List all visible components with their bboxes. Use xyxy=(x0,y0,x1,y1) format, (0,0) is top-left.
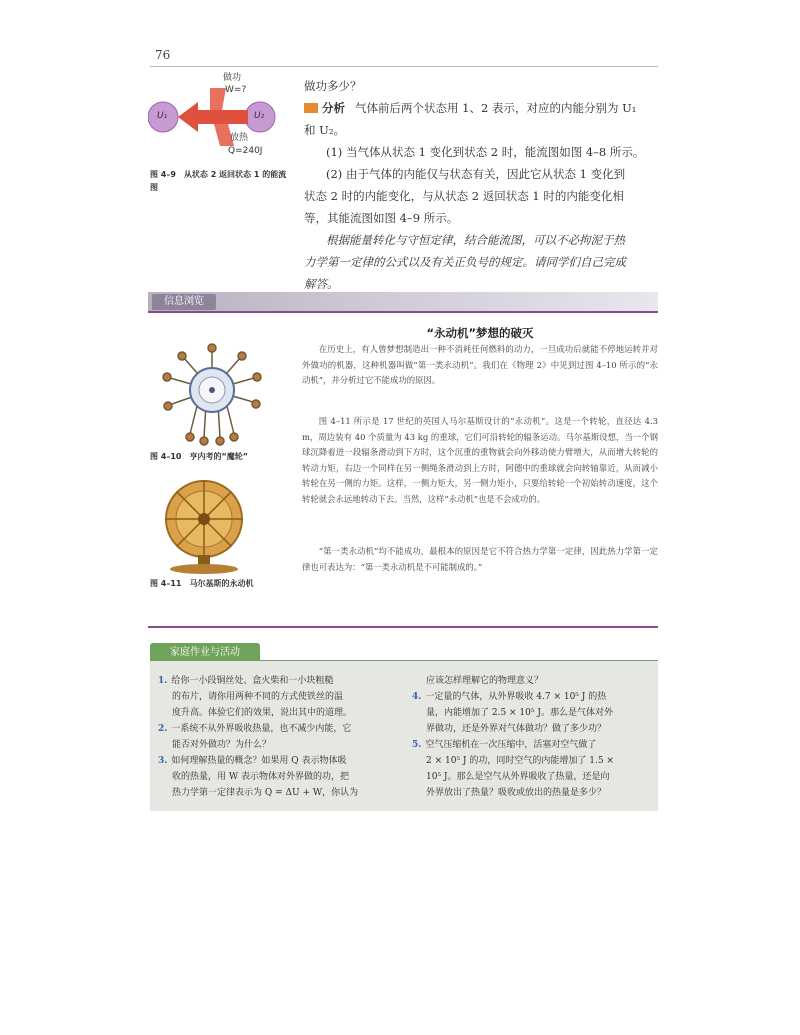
main-para-3b: 力学第一定律的公式以及有关正负号的规定。请同学们自己完成 xyxy=(304,255,626,269)
hw-item-2-num: 2. xyxy=(158,724,168,734)
info-bottom-rule xyxy=(148,626,658,628)
main-para-3a: 根据能量转化与守恒定律，结合能流图，可以不必拘泥于热 xyxy=(326,233,625,247)
main-para-2a: (2) 由于气体的内能仅与状态有关，因此它从状态 1 变化到 xyxy=(326,167,626,181)
analysis-tag-icon xyxy=(304,103,318,113)
hw-item-1-line-2: 的布片，请你用两种不同的方式使铁丝的温 xyxy=(172,692,344,702)
hw-item-3-line-1: 如何理解热量的概念？如果用 Q 表示物体吸 xyxy=(171,756,347,766)
hw-item-3-line-3: 热力学第一定律表示为 Q = ΔU + W，你认为 xyxy=(172,788,359,798)
main-para-3c: 解答。 xyxy=(304,277,339,291)
work-label: 做功 xyxy=(223,73,242,83)
story-title: “永动机”梦想的破灭 xyxy=(426,326,534,340)
analysis-label: 分析 xyxy=(322,101,345,115)
hw-item-1-line-3: 度升高。体验它们的效果，说出其中的道理。 xyxy=(172,708,353,718)
figure-4-9-caption: 图 4–9 从状态 2 返回状态 1 的能流图 xyxy=(150,170,287,192)
main-line-1: 做功多少？ xyxy=(304,79,362,93)
state-1-label: U₁ xyxy=(157,111,168,121)
marquis-wheel-illustration xyxy=(150,475,270,575)
energy-flow-diagram xyxy=(148,72,298,167)
main-para-2b: 状态 2 时的内能变化，与从状态 2 返回状态 1 时的内能变化相 xyxy=(304,189,624,203)
hw-item-5-line-4: 外界放出了热量？吸收或放出的热量是多少？ xyxy=(426,788,607,798)
hw-item-5-line-3: 10⁵ J。那么是空气从外界吸收了热量，还是向 xyxy=(426,772,610,782)
figure-4-10 xyxy=(150,340,275,448)
hw-item-1-num: 1. xyxy=(158,676,168,686)
state-2-label: U₂ xyxy=(254,111,265,121)
top-rule xyxy=(150,66,658,67)
heat-value: Q=240J xyxy=(228,146,263,156)
page-number: 76 xyxy=(155,48,171,62)
hw-item-4-num: 4. xyxy=(412,692,422,702)
hw-item-3-line-2: 收的热量，用 W 表示物体对外界做的功，把 xyxy=(172,772,349,782)
hw-item-4-line-1: 一定量的气体，从外界吸收 4.7 × 10⁵ J 的热 xyxy=(425,692,607,702)
analysis-line xyxy=(304,97,664,119)
hw-item-4 xyxy=(412,689,652,737)
hw-item-2 xyxy=(158,721,398,753)
main-para-1: (1) 当气体从状态 1 变化到状态 2 时，能流图如图 4–8 所示。 xyxy=(326,145,645,159)
homework-tab: 家庭作业与活动 xyxy=(150,643,260,662)
hw-item-5-num: 5. xyxy=(412,740,422,750)
figure-4-10-caption: 图 4–10 亨内考的“魔轮” xyxy=(150,452,248,461)
heat-label: 放热 xyxy=(230,133,249,143)
magic-wheel-illustration xyxy=(150,340,275,448)
hw-item-1-line-1: 给你一小段铜丝处、盒火柴和一小块粗糙 xyxy=(171,676,334,686)
hw-item-3 xyxy=(158,753,398,801)
main-para-2c: 等，其能流图如图 4–9 所示。 xyxy=(304,211,459,225)
hw-item-5-line-2: 2 × 10⁵ J 的功，同时空气的内能增加了 1.5 × xyxy=(426,756,614,766)
analysis-text: 气体前后两个状态用 1、2 表示，对应的内能分别为 U₁ xyxy=(355,101,637,115)
info-top-rule xyxy=(148,311,658,313)
hw-item-1 xyxy=(158,673,398,721)
hw-item-5 xyxy=(412,737,652,801)
figure-4-11-caption: 图 4–11 马尔基斯的永动机 xyxy=(150,579,254,588)
story-paragraph-2: 图 4–11 所示是 17 世纪的英国人马尔基斯设计的“永动机”。这是一个转轮，直径达 4.3 m，周边装有 40 个质量为 43 kg 的重球，它们可沿转轮的辐条运动。马尔基斯设想，当一个钢球沉降着进一段辐条滑动到下方时，这个沉重的重物就会向外移动使力臂增大，从而增大转轮的转动力矩，右边一个同样在另一侧绳条滑动到上方时，阿德中的重球就会向转轴靠近，从而减小转轮在另一侧的力矩。这样，一侧力矩大，另一侧力矩小，只要给转轮一个初始转动速度，这个转轮就会永远地转动下去。当然，这样“永动机”也是不会成功的。 xyxy=(302,416,658,504)
homework-left-column xyxy=(158,673,398,801)
hw-item-2-line-2: 能否对外做功？为什么？ xyxy=(172,740,272,750)
info-section-label: 信息浏览 xyxy=(152,294,216,310)
hw-item-4-line-2: 量，内能增加了 2.5 × 10⁵ J。那么是气体对外 xyxy=(426,708,613,718)
info-section-bar xyxy=(148,292,658,312)
hw-item-3-continued: 应该怎样理解它的物理意义？ xyxy=(426,676,544,686)
hw-item-4-line-3: 界做功，还是外界对气体做功？做了多少功？ xyxy=(426,724,607,734)
story-paragraph-3: “第一类永动机”均不能成功，最根本的原因是它不符合热力学第一定律，因此热力学第一定律也可表达为：“第一类永动机是不可能制成的。” xyxy=(302,546,658,572)
main-line-3: 和 U₂。 xyxy=(304,123,345,137)
figure-4-9 xyxy=(148,72,298,167)
hw-item-2-line-1: 一系统不从外界吸收热量，也不减少内能，它 xyxy=(171,724,352,734)
story-paragraph-1: 在历史上，有人曾梦想制造出一种不消耗任何燃料的动力，一旦成功后就能不停地运转并对外做功的机器，这种机器叫做“第一类永动机”。我们在《物理 2》中见到过图 4–10 所示的“永动机”，并分析过它不能成功的原因。 xyxy=(302,344,658,385)
work-value: W=? xyxy=(225,85,247,95)
homework-right-column xyxy=(412,673,652,801)
figure-4-11 xyxy=(150,475,270,575)
hw-item-3-num: 3. xyxy=(158,756,168,766)
hw-item-5-line-1: 空气压缩机在一次压缩中，活塞对空气做了 xyxy=(425,740,597,750)
